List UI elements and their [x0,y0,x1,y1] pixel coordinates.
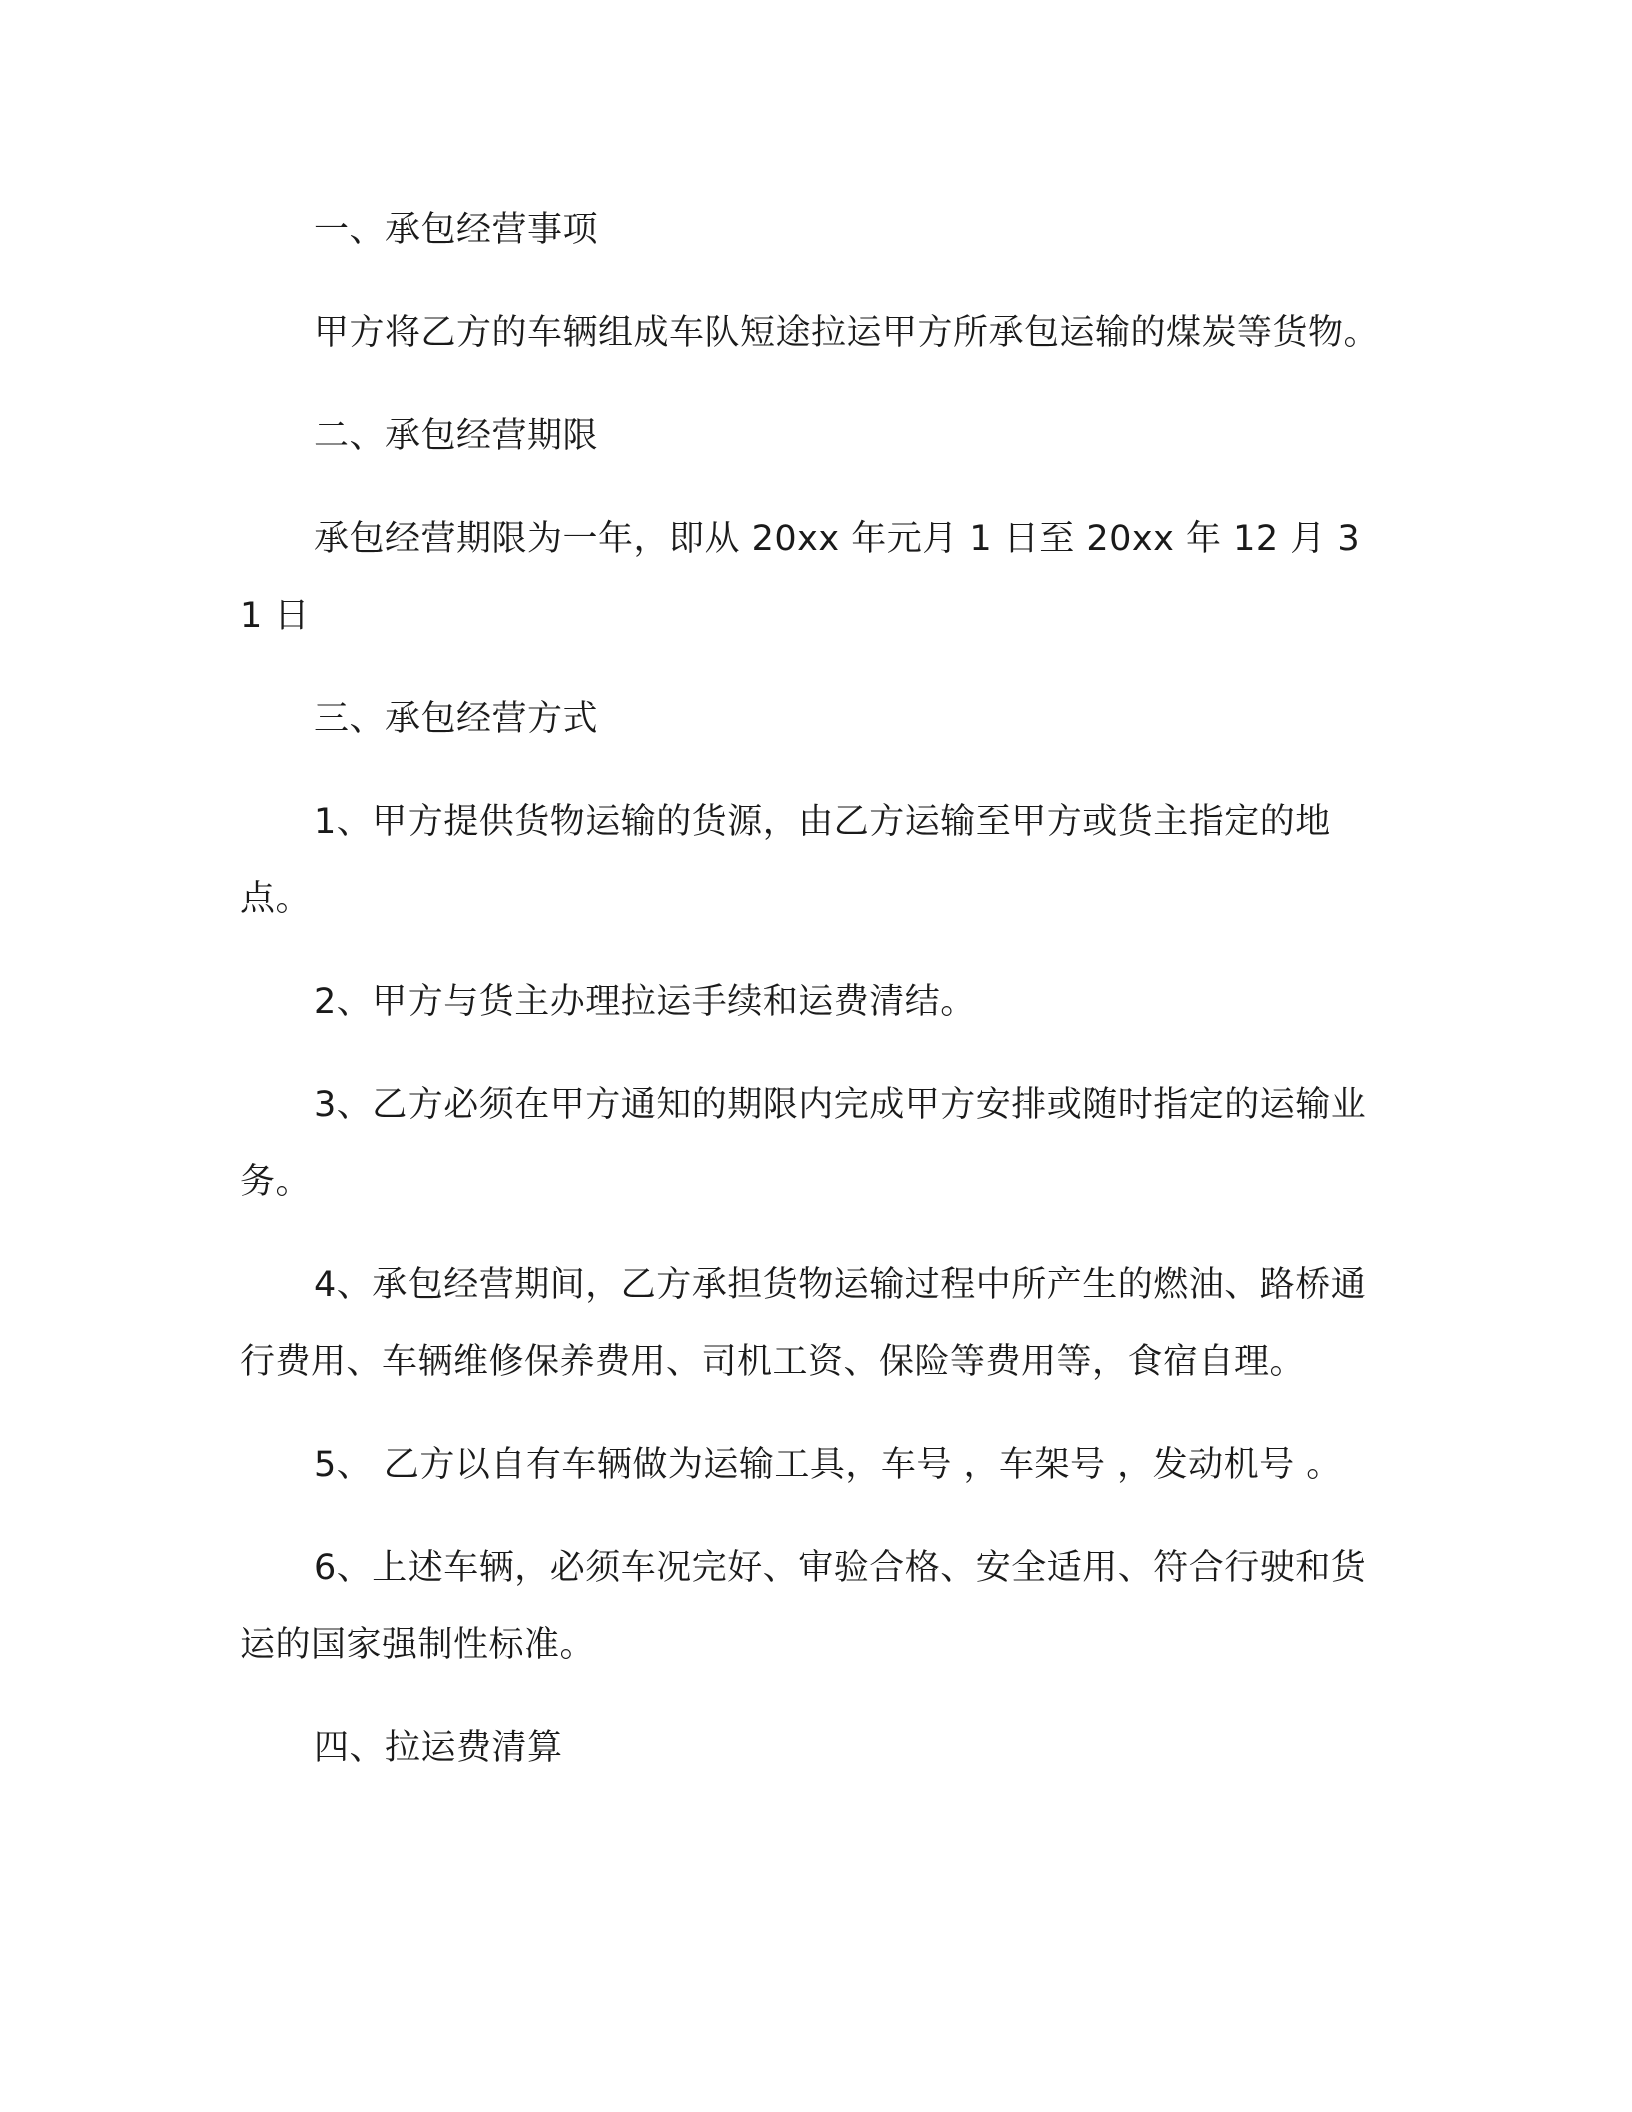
section-heading-2: 二、承包经营期限 [314,416,599,456]
section-heading-3: 三、承包经营方式 [314,699,599,739]
section-heading-1: 一、承包经营事项 [314,210,599,250]
section-heading-4: 四、拉运费清算 [314,1728,563,1768]
paragraph-item-3: 3、乙方必须在甲方通知的期限内完成甲方安排或随时指定的运输业务。 [240,1085,1367,1202]
paragraph-item-5: 5、 乙方以自有车辆做为运输工具，车号 ，车架号 ，发动机号 。 [314,1445,1342,1485]
paragraph-contract-scope: 甲方将乙方的车辆组成车队短途拉运甲方所承包运输的煤炭等货物。 [314,313,1380,353]
paragraph-item-6: 6、上述车辆，必须车况完好、审验合格、安全适用、符合行驶和货运的国家强制性标准。 [240,1548,1367,1665]
paragraph-item-2: 2、甲方与货主办理拉运手续和运费清结。 [314,982,976,1022]
paragraph-item-4: 4、承包经营期间，乙方承担货物运输过程中所产生的燃油、路桥通行费用、车辆维修保养费用、司机工资、保险等费用等，食宿自理。 [240,1265,1367,1382]
paragraph-contract-term: 承包经营期限为一年，即从 20xx 年元月 1 日至 20xx 年 12 月 31 日 [240,519,1361,636]
document-body [240,192,1380,1813]
paragraph-item-1: 1、甲方提供货物运输的货源，由乙方运输至甲方或货主指定的地点。 [240,802,1331,919]
